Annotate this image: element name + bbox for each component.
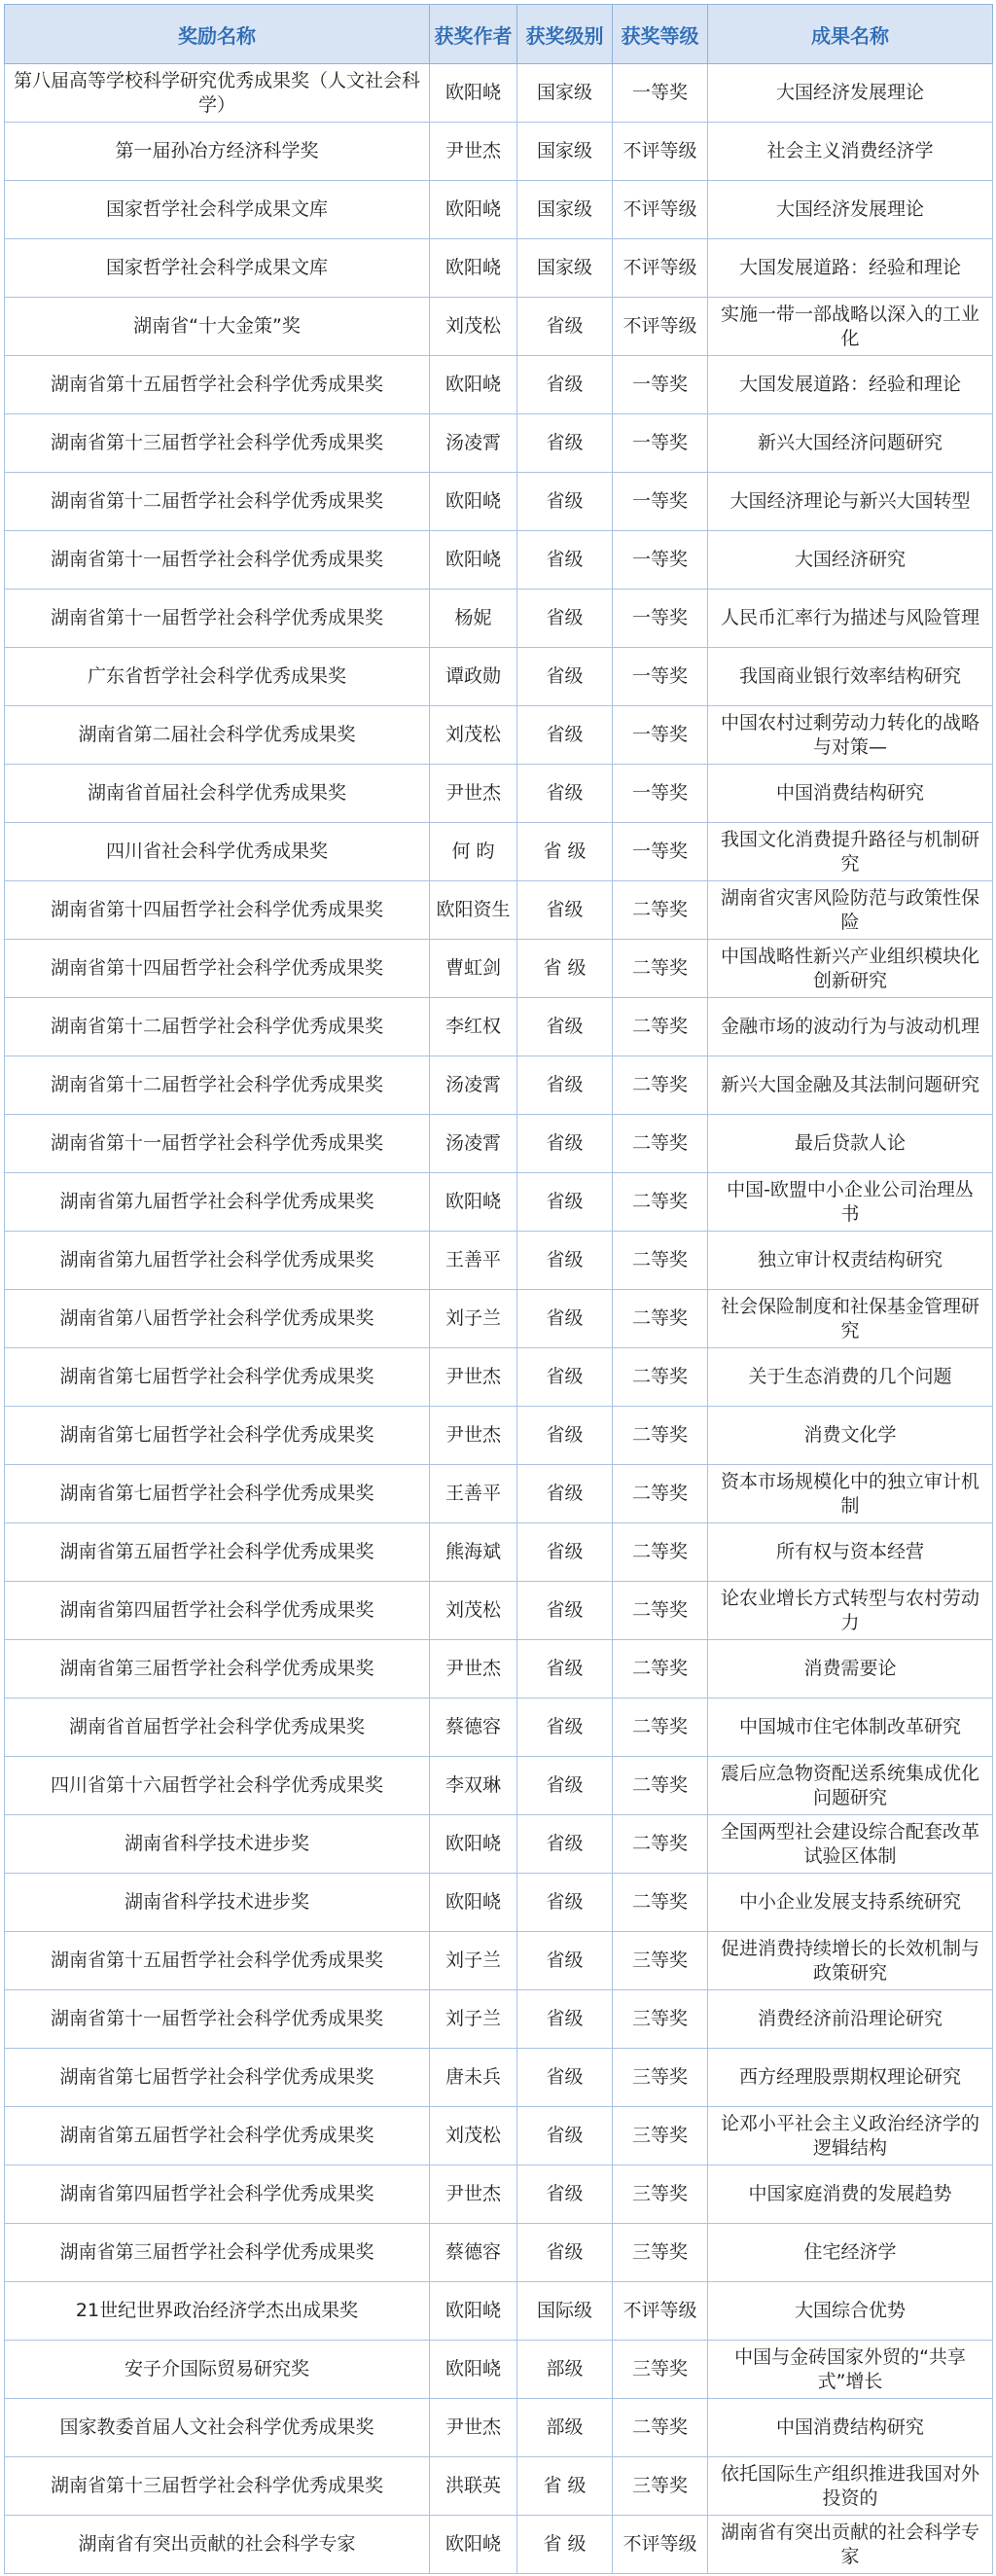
achievement-name-cell: 促进消费持续增长的长效机制与政策研究 (708, 1932, 993, 1990)
achievement-name-cell: 最后贷款人论 (708, 1115, 993, 1173)
award-grade-cell: 二等奖 (613, 1348, 708, 1407)
table-row (5, 356, 993, 414)
award-level-cell: 国家级 (517, 123, 613, 181)
award-level-cell: 省级 (517, 298, 613, 356)
award-grade-cell: 不评等级 (613, 123, 708, 181)
author-cell: 欧阳峣 (430, 239, 517, 298)
table-row (5, 531, 993, 590)
award-level-cell: 国际级 (517, 2282, 613, 2341)
award-level-cell: 省级 (517, 590, 613, 648)
table-row (5, 2224, 993, 2282)
award-grade-cell: 一等奖 (613, 473, 708, 531)
table-row (5, 1290, 993, 1348)
award-level-cell: 省级 (517, 1874, 613, 1932)
award-name-cell: 湖南省第四届哲学社会科学优秀成果奖 (5, 1582, 430, 1640)
award-level-cell: 省级 (517, 706, 613, 765)
award-grade-cell: 一等奖 (613, 531, 708, 590)
achievement-name-cell: 论农业增长方式转型与农村劳动力 (708, 1582, 993, 1640)
author-cell: 欧阳峣 (430, 2341, 517, 2399)
table-row (5, 298, 993, 356)
achievement-name-cell: 社会主义消费经济学 (708, 123, 993, 181)
table-row (5, 648, 993, 706)
award-grade-cell: 不评等级 (613, 2516, 708, 2574)
award-level-cell: 省级 (517, 2165, 613, 2224)
author-cell: 欧阳峣 (430, 473, 517, 531)
table-header (5, 5, 993, 64)
achievement-name-cell: 新兴大国经济问题研究 (708, 414, 993, 473)
award-name-cell: 湖南省第十二届哲学社会科学优秀成果奖 (5, 1056, 430, 1115)
author-cell: 刘子兰 (430, 1990, 517, 2049)
achievement-name-cell: 消费经济前沿理论研究 (708, 1990, 993, 2049)
award-name-cell: 湖南省科学技术进步奖 (5, 1815, 430, 1874)
award-name-cell: 第八届高等学校科学研究优秀成果奖（人文社会科学） (5, 64, 430, 123)
award-name-cell: 湖南省首届哲学社会科学优秀成果奖 (5, 1699, 430, 1757)
table-row (5, 2399, 993, 2457)
achievement-name-cell: 我国文化消费提升路径与机制研究 (708, 823, 993, 881)
award-grade-cell: 二等奖 (613, 1407, 708, 1465)
award-grade-cell: 三等奖 (613, 1990, 708, 2049)
table-row (5, 1699, 993, 1757)
achievement-name-cell: 中国与金砖国家外贸的“共享式”增长 (708, 2341, 993, 2399)
award-name-cell: 湖南省第五届哲学社会科学优秀成果奖 (5, 1523, 430, 1582)
author-cell: 尹世杰 (430, 2399, 517, 2457)
award-grade-cell: 一等奖 (613, 414, 708, 473)
award-grade-cell: 二等奖 (613, 1115, 708, 1173)
achievement-name-cell: 论邓小平社会主义政治经济学的逻辑结构 (708, 2107, 993, 2165)
author-cell: 欧阳峣 (430, 181, 517, 239)
award-level-cell: 省 级 (517, 2457, 613, 2516)
author-cell: 尹世杰 (430, 1407, 517, 1465)
award-level-cell: 省级 (517, 1056, 613, 1115)
table-row (5, 1115, 993, 1173)
header-award-name: 奖励名称 (5, 5, 430, 64)
award-level-cell: 省级 (517, 881, 613, 940)
table-row (5, 1815, 993, 1874)
award-level-cell: 国家级 (517, 239, 613, 298)
award-grade-cell: 二等奖 (613, 1056, 708, 1115)
award-name-cell: 湖南省首届社会科学优秀成果奖 (5, 765, 430, 823)
table-row (5, 1932, 993, 1990)
achievement-name-cell: 中国消费结构研究 (708, 2399, 993, 2457)
award-name-cell: 湖南省第四届哲学社会科学优秀成果奖 (5, 2165, 430, 2224)
award-level-cell: 省级 (517, 2049, 613, 2107)
author-cell: 欧阳峣 (430, 1815, 517, 1874)
award-name-cell: 湖南省“十大金策”奖 (5, 298, 430, 356)
header-award-grade: 获奖等级 (613, 5, 708, 64)
author-cell: 刘子兰 (430, 1932, 517, 1990)
award-name-cell: 21世纪世界政治经济学杰出成果奖 (5, 2282, 430, 2341)
awards-table (4, 4, 993, 2574)
author-cell: 欧阳峣 (430, 2282, 517, 2341)
achievement-name-cell: 资本市场规模化中的独立审计机制 (708, 1465, 993, 1523)
achievement-name-cell: 大国经济发展理论 (708, 181, 993, 239)
author-cell: 欧阳峣 (430, 64, 517, 123)
award-grade-cell: 二等奖 (613, 1290, 708, 1348)
author-cell: 熊海斌 (430, 1523, 517, 1582)
award-name-cell: 四川省社会科学优秀成果奖 (5, 823, 430, 881)
achievement-name-cell: 西方经理股票期权理论研究 (708, 2049, 993, 2107)
award-name-cell: 湖南省第十一届哲学社会科学优秀成果奖 (5, 590, 430, 648)
award-grade-cell: 二等奖 (613, 881, 708, 940)
award-level-cell: 省级 (517, 1640, 613, 1699)
table-row (5, 414, 993, 473)
author-cell: 尹世杰 (430, 2165, 517, 2224)
author-cell: 刘茂松 (430, 298, 517, 356)
award-level-cell: 省级 (517, 1523, 613, 1582)
award-name-cell: 湖南省第七届哲学社会科学优秀成果奖 (5, 1407, 430, 1465)
award-name-cell: 湖南省第十一届哲学社会科学优秀成果奖 (5, 1115, 430, 1173)
award-level-cell: 省级 (517, 1465, 613, 1523)
table-row (5, 64, 993, 123)
author-cell: 尹世杰 (430, 123, 517, 181)
award-grade-cell: 二等奖 (613, 1523, 708, 1582)
table-row (5, 123, 993, 181)
table-row (5, 1582, 993, 1640)
award-level-cell: 省级 (517, 2224, 613, 2282)
award-level-cell: 省级 (517, 1115, 613, 1173)
achievement-name-cell: 大国综合优势 (708, 2282, 993, 2341)
award-grade-cell: 三等奖 (613, 2165, 708, 2224)
achievement-name-cell: 湖南省有突出贡献的社会科学专家 (708, 2516, 993, 2574)
award-grade-cell: 一等奖 (613, 823, 708, 881)
author-cell: 王善平 (430, 1232, 517, 1290)
author-cell: 洪联英 (430, 2457, 517, 2516)
table-row (5, 2282, 993, 2341)
table-row (5, 1523, 993, 1582)
achievement-name-cell: 所有权与资本经营 (708, 1523, 993, 1582)
table-row (5, 1232, 993, 1290)
achievement-name-cell: 大国经济发展理论 (708, 64, 993, 123)
table-row (5, 239, 993, 298)
author-cell: 蔡德容 (430, 1699, 517, 1757)
table-row (5, 1348, 993, 1407)
author-cell: 曹虹剑 (430, 940, 517, 998)
award-grade-cell: 一等奖 (613, 765, 708, 823)
award-level-cell: 省级 (517, 356, 613, 414)
achievement-name-cell: 中小企业发展支持系统研究 (708, 1874, 993, 1932)
award-level-cell: 省级 (517, 765, 613, 823)
achievement-name-cell: 新兴大国金融及其法制问题研究 (708, 1056, 993, 1115)
table-row (5, 1407, 993, 1465)
award-grade-cell: 二等奖 (613, 1173, 708, 1232)
award-grade-cell: 二等奖 (613, 1640, 708, 1699)
author-cell: 尹世杰 (430, 1348, 517, 1407)
table-row (5, 2341, 993, 2399)
page (4, 4, 992, 2574)
award-grade-cell: 三等奖 (613, 2224, 708, 2282)
award-name-cell: 湖南省第二届社会科学优秀成果奖 (5, 706, 430, 765)
award-grade-cell: 二等奖 (613, 1874, 708, 1932)
award-level-cell: 省级 (517, 1290, 613, 1348)
table-row (5, 1990, 993, 2049)
award-name-cell: 四川省第十六届哲学社会科学优秀成果奖 (5, 1757, 430, 1815)
table-row (5, 940, 993, 998)
achievement-name-cell: 中国城市住宅体制改革研究 (708, 1699, 993, 1757)
table-row (5, 1465, 993, 1523)
author-cell: 刘茂松 (430, 2107, 517, 2165)
achievement-name-cell: 大国发展道路：经验和理论 (708, 356, 993, 414)
achievement-name-cell: 中国消费结构研究 (708, 765, 993, 823)
award-level-cell: 省级 (517, 531, 613, 590)
award-level-cell: 省级 (517, 1348, 613, 1407)
award-name-cell: 国家教委首届人文社会科学优秀成果奖 (5, 2399, 430, 2457)
award-name-cell: 安子介国际贸易研究奖 (5, 2341, 430, 2399)
award-grade-cell: 二等奖 (613, 1465, 708, 1523)
award-level-cell: 省级 (517, 1932, 613, 1990)
award-grade-cell: 三等奖 (613, 2457, 708, 2516)
award-name-cell: 湖南省第七届哲学社会科学优秀成果奖 (5, 2049, 430, 2107)
award-grade-cell: 二等奖 (613, 1815, 708, 1874)
award-name-cell: 湖南省第三届哲学社会科学优秀成果奖 (5, 2224, 430, 2282)
award-name-cell: 湖南省第十二届哲学社会科学优秀成果奖 (5, 473, 430, 531)
author-cell: 欧阳峣 (430, 531, 517, 590)
achievement-name-cell: 实施一带一部战略以深入的工业化 (708, 298, 993, 356)
header-achievement-name: 成果名称 (708, 5, 993, 64)
achievement-name-cell: 金融市场的波动行为与波动机理 (708, 998, 993, 1056)
award-level-cell: 省级 (517, 1582, 613, 1640)
award-grade-cell: 二等奖 (613, 940, 708, 998)
achievement-name-cell: 大国经济研究 (708, 531, 993, 590)
table-row (5, 2107, 993, 2165)
award-level-cell: 部级 (517, 2399, 613, 2457)
achievement-name-cell: 全国两型社会建设综合配套改革试验区体制 (708, 1815, 993, 1874)
award-grade-cell: 不评等级 (613, 239, 708, 298)
award-name-cell: 湖南省第十四届哲学社会科学优秀成果奖 (5, 940, 430, 998)
award-level-cell: 省 级 (517, 823, 613, 881)
author-cell: 刘子兰 (430, 1290, 517, 1348)
achievement-name-cell: 中国农村过剩劳动力转化的战略与对策— (708, 706, 993, 765)
award-name-cell: 湖南省第七届哲学社会科学优秀成果奖 (5, 1465, 430, 1523)
award-level-cell: 省级 (517, 1757, 613, 1815)
table-row (5, 1056, 993, 1115)
award-name-cell: 广东省哲学社会科学优秀成果奖 (5, 648, 430, 706)
author-cell: 欧阳峣 (430, 356, 517, 414)
table-body (5, 64, 993, 2574)
author-cell: 欧阳峣 (430, 2516, 517, 2574)
achievement-name-cell: 我国商业银行效率结构研究 (708, 648, 993, 706)
award-name-cell: 国家哲学社会科学成果文库 (5, 239, 430, 298)
table-row (5, 473, 993, 531)
award-level-cell: 省级 (517, 414, 613, 473)
award-name-cell: 第一届孙冶方经济科学奖 (5, 123, 430, 181)
award-grade-cell: 二等奖 (613, 998, 708, 1056)
table-row (5, 1640, 993, 1699)
author-cell: 刘茂松 (430, 1582, 517, 1640)
award-level-cell: 省 级 (517, 2516, 613, 2574)
header-author: 获奖作者 (430, 5, 517, 64)
award-level-cell: 省级 (517, 2107, 613, 2165)
achievement-name-cell: 大国发展道路：经验和理论 (708, 239, 993, 298)
table-row (5, 1874, 993, 1932)
achievement-name-cell: 消费需要论 (708, 1640, 993, 1699)
achievement-name-cell: 中国战略性新兴产业组织模块化创新研究 (708, 940, 993, 998)
award-level-cell: 省 级 (517, 940, 613, 998)
achievement-name-cell: 关于生态消费的几个问题 (708, 1348, 993, 1407)
author-cell: 汤凌霄 (430, 1115, 517, 1173)
award-name-cell: 湖南省第三届哲学社会科学优秀成果奖 (5, 1640, 430, 1699)
award-grade-cell: 一等奖 (613, 706, 708, 765)
author-cell: 蔡德容 (430, 2224, 517, 2282)
table-row (5, 2457, 993, 2516)
award-grade-cell: 不评等级 (613, 2282, 708, 2341)
award-name-cell: 湖南省第十三届哲学社会科学优秀成果奖 (5, 2457, 430, 2516)
achievement-name-cell: 社会保险制度和社保基金管理研究 (708, 1290, 993, 1348)
award-name-cell: 湖南省第十一届哲学社会科学优秀成果奖 (5, 531, 430, 590)
award-grade-cell: 二等奖 (613, 2399, 708, 2457)
award-grade-cell: 一等奖 (613, 356, 708, 414)
award-grade-cell: 一等奖 (613, 590, 708, 648)
award-grade-cell: 三等奖 (613, 1932, 708, 1990)
table-row (5, 706, 993, 765)
award-grade-cell: 一等奖 (613, 648, 708, 706)
award-name-cell: 湖南省科学技术进步奖 (5, 1874, 430, 1932)
award-grade-cell: 三等奖 (613, 2341, 708, 2399)
achievement-name-cell: 消费文化学 (708, 1407, 993, 1465)
achievement-name-cell: 依托国际生产组织推进我国对外投资的 (708, 2457, 993, 2516)
author-cell: 汤凌霄 (430, 1056, 517, 1115)
table-row (5, 590, 993, 648)
author-cell: 欧阳峣 (430, 1874, 517, 1932)
award-grade-cell: 三等奖 (613, 2049, 708, 2107)
author-cell: 汤凌霄 (430, 414, 517, 473)
header-row (5, 5, 993, 64)
table-row (5, 2516, 993, 2574)
award-name-cell: 国家哲学社会科学成果文库 (5, 181, 430, 239)
award-grade-cell: 二等奖 (613, 1757, 708, 1815)
author-cell: 尹世杰 (430, 1640, 517, 1699)
award-name-cell: 湖南省第十五届哲学社会科学优秀成果奖 (5, 1932, 430, 1990)
award-grade-cell: 一等奖 (613, 64, 708, 123)
award-level-cell: 省级 (517, 473, 613, 531)
achievement-name-cell: 湖南省灾害风险防范与政策性保险 (708, 881, 993, 940)
award-level-cell: 省级 (517, 648, 613, 706)
award-name-cell: 湖南省第十一届哲学社会科学优秀成果奖 (5, 1990, 430, 2049)
author-cell: 何 昀 (430, 823, 517, 881)
author-cell: 欧阳资生 (430, 881, 517, 940)
award-name-cell: 湖南省第十三届哲学社会科学优秀成果奖 (5, 414, 430, 473)
achievement-name-cell: 人民币汇率行为描述与风险管理 (708, 590, 993, 648)
award-level-cell: 省级 (517, 1699, 613, 1757)
award-level-cell: 国家级 (517, 181, 613, 239)
author-cell: 李红权 (430, 998, 517, 1056)
achievement-name-cell: 中国家庭消费的发展趋势 (708, 2165, 993, 2224)
table-row (5, 765, 993, 823)
achievement-name-cell: 大国经济理论与新兴大国转型 (708, 473, 993, 531)
table-row (5, 2165, 993, 2224)
award-grade-cell: 二等奖 (613, 1232, 708, 1290)
award-level-cell: 省级 (517, 998, 613, 1056)
table-row (5, 181, 993, 239)
award-name-cell: 湖南省第十五届哲学社会科学优秀成果奖 (5, 356, 430, 414)
table-row (5, 823, 993, 881)
table-row (5, 1173, 993, 1232)
achievement-name-cell: 中国-欧盟中小企业公司治理丛书 (708, 1173, 993, 1232)
award-level-cell: 省级 (517, 1173, 613, 1232)
award-name-cell: 湖南省第九届哲学社会科学优秀成果奖 (5, 1173, 430, 1232)
award-level-cell: 部级 (517, 2341, 613, 2399)
author-cell: 欧阳峣 (430, 1173, 517, 1232)
author-cell: 谭政勋 (430, 648, 517, 706)
table-row (5, 998, 993, 1056)
author-cell: 杨妮 (430, 590, 517, 648)
award-name-cell: 湖南省第九届哲学社会科学优秀成果奖 (5, 1232, 430, 1290)
award-grade-cell: 二等奖 (613, 1699, 708, 1757)
award-level-cell: 省级 (517, 1407, 613, 1465)
award-grade-cell: 不评等级 (613, 298, 708, 356)
award-name-cell: 湖南省第十二届哲学社会科学优秀成果奖 (5, 998, 430, 1056)
achievement-name-cell: 震后应急物资配送系统集成优化问题研究 (708, 1757, 993, 1815)
achievement-name-cell: 独立审计权责结构研究 (708, 1232, 993, 1290)
award-name-cell: 湖南省第十四届哲学社会科学优秀成果奖 (5, 881, 430, 940)
award-level-cell: 省级 (517, 1232, 613, 1290)
award-grade-cell: 不评等级 (613, 181, 708, 239)
award-grade-cell: 三等奖 (613, 2107, 708, 2165)
table-row (5, 1757, 993, 1815)
award-level-cell: 省级 (517, 1815, 613, 1874)
award-grade-cell: 二等奖 (613, 1582, 708, 1640)
award-name-cell: 湖南省第七届哲学社会科学优秀成果奖 (5, 1348, 430, 1407)
award-level-cell: 国家级 (517, 64, 613, 123)
author-cell: 李双琳 (430, 1757, 517, 1815)
header-award-level: 获奖级别 (517, 5, 613, 64)
award-name-cell: 湖南省第八届哲学社会科学优秀成果奖 (5, 1290, 430, 1348)
table-row (5, 2049, 993, 2107)
award-level-cell: 省级 (517, 1990, 613, 2049)
award-name-cell: 湖南省第五届哲学社会科学优秀成果奖 (5, 2107, 430, 2165)
author-cell: 王善平 (430, 1465, 517, 1523)
achievement-name-cell: 住宅经济学 (708, 2224, 993, 2282)
table-row (5, 881, 993, 940)
author-cell: 尹世杰 (430, 765, 517, 823)
author-cell: 唐未兵 (430, 2049, 517, 2107)
award-name-cell: 湖南省有突出贡献的社会科学专家 (5, 2516, 430, 2574)
author-cell: 刘茂松 (430, 706, 517, 765)
